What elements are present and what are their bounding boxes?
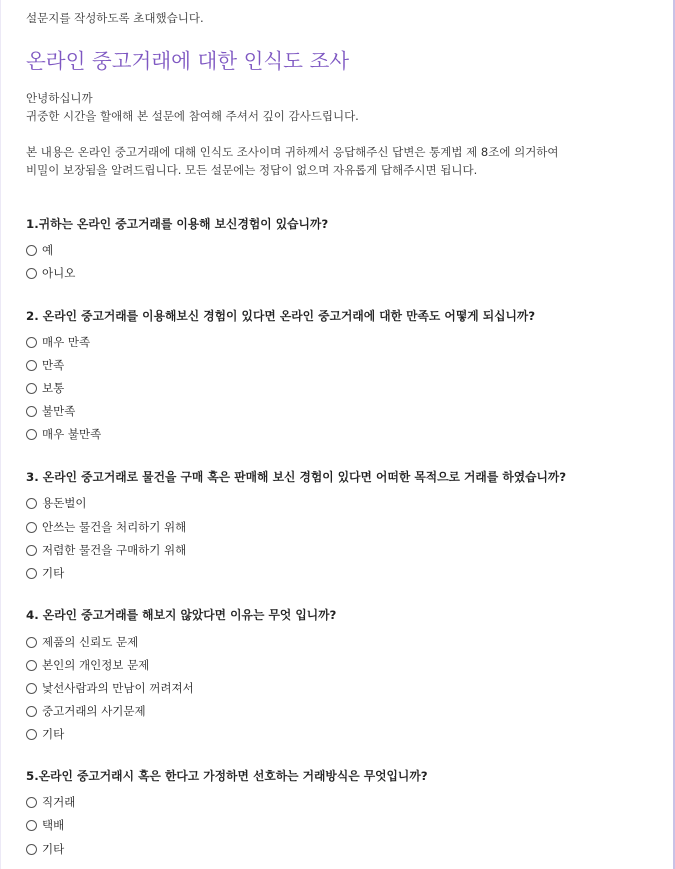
q4-option-privacy[interactable] [26,656,149,674]
q4-option-strangers[interactable] [26,679,194,697]
question-3-title: 3. 온라인 중고거래로 물건을 구매 혹은 판매해 보신 경험이 있다면 어떠한 목적으로 거래를 하였습니까? [26,470,567,484]
question-5-title: 5.온라인 중고거래시 혹은 한다고 가정하면 선호하는 거래방식은 무엇입니까? [26,769,428,783]
radio-button[interactable] [26,360,37,371]
option-label: 제품의 신뢰도 문제 [42,635,139,649]
option-label: 매우 불만족 [42,427,102,441]
question-1-title: 1.귀하는 온라인 중고거래를 이용해 보신경험이 있습니까? [26,217,329,231]
radio-button[interactable] [26,568,37,579]
q4-option-other[interactable] [26,725,64,743]
description-greeting: 안녕하십니까 [26,91,93,105]
option-label: 용돈벌이 [42,496,87,510]
description-notice-cont: 비밀이 보장됨을 알려드립니다. 모든 설문에는 정답이 없으며 자유롭게 답해주시면 됩니다. [26,163,478,177]
q5-option-direct[interactable] [26,793,75,811]
option-label: 기타 [42,727,65,741]
option-label: 중고거래의 사기문제 [42,704,146,718]
invite-text: 설문지를 작성하도록 초대했습니다. [26,11,204,25]
question-2-title: 2. 온라인 중고거래를 이용해보신 경험이 있다면 온라인 중고거래에 대한 만족도 어떻게 되십니까? [26,309,536,323]
option-label: 택배 [42,818,65,832]
option-label: 저렴한 물건을 구매하기 위해 [42,543,187,557]
q3-option-buy-cheap[interactable] [26,541,186,559]
q4-option-fraud[interactable] [26,702,146,720]
q2-option-very-dissatisfied[interactable] [26,425,101,443]
q1-option-yes[interactable] [26,241,53,259]
option-label: 예 [42,243,54,257]
q1-option-no[interactable] [26,264,75,282]
option-label: 안쓰는 물건을 처리하기 위해 [42,520,187,534]
option-label: 보통 [42,381,65,395]
question-4-title: 4. 온라인 중고거래를 해보지 않았다면 이유는 무엇 입니까? [26,608,337,622]
radio-button[interactable] [26,383,37,394]
radio-button[interactable] [26,406,37,417]
option-label: 낯선사람과의 만남이 꺼려져서 [42,681,194,695]
radio-button[interactable] [26,337,37,348]
option-label: 아니오 [42,266,76,280]
q2-option-very-satisfied[interactable] [26,333,90,351]
radio-button[interactable] [26,706,37,717]
form-title: 온라인 중고거래에 대한 인식도 조사 [26,49,350,73]
option-label: 기타 [42,566,65,580]
q3-option-pocket-money[interactable] [26,494,86,512]
q2-option-neutral[interactable] [26,379,64,397]
option-label: 만족 [42,358,65,372]
radio-button[interactable] [26,522,37,533]
option-label: 기타 [42,842,65,856]
radio-button[interactable] [26,268,37,279]
radio-button[interactable] [26,729,37,740]
page-left-border [0,0,1,869]
radio-button[interactable] [26,637,37,648]
q3-option-other[interactable] [26,564,64,582]
description-notice: 본 내용은 온라인 중고거래에 대해 인식도 조사이며 귀하께서 응답해주신 답변은 통계법 제 8조에 의거하여 [26,145,559,159]
q5-option-other[interactable] [26,840,64,858]
option-label: 불만족 [42,404,76,418]
radio-button[interactable] [26,660,37,671]
radio-button[interactable] [26,820,37,831]
q2-option-satisfied[interactable] [26,356,64,374]
q5-option-delivery[interactable] [26,816,64,834]
option-label: 직거래 [42,795,76,809]
radio-button[interactable] [26,683,37,694]
radio-button[interactable] [26,844,37,855]
q4-option-reliability[interactable] [26,633,138,651]
option-label: 본인의 개인정보 문제 [42,658,150,672]
q2-option-dissatisfied[interactable] [26,402,75,420]
q3-option-dispose-items[interactable] [26,518,186,536]
radio-button[interactable] [26,797,37,808]
radio-button[interactable] [26,245,37,256]
option-label: 매우 만족 [42,335,91,349]
radio-button[interactable] [26,545,37,556]
radio-button[interactable] [26,498,37,509]
radio-button[interactable] [26,429,37,440]
description-thanks: 귀중한 시간을 할애해 본 설문에 참여해 주셔서 깊이 감사드립니다. [26,109,359,123]
